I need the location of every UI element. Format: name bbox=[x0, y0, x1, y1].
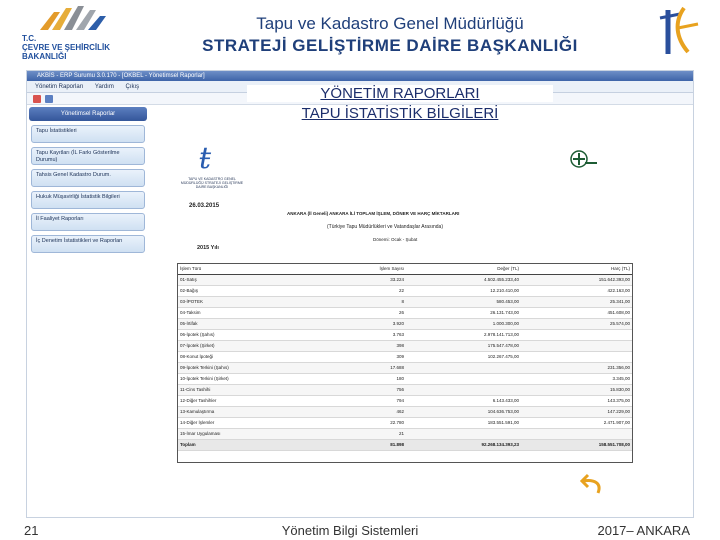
table-cell: 04-Taksim bbox=[177, 307, 357, 318]
table-cell: 33.224 bbox=[357, 274, 407, 285]
table-cell: 17.688 bbox=[357, 362, 407, 373]
toolbar-icon[interactable] bbox=[45, 95, 53, 103]
overlay-subtitle: TAPU İSTATİSTİK BİLGİLERİ bbox=[247, 105, 553, 122]
table-cell: 06-İpotek (Şahıs) bbox=[177, 329, 357, 340]
table-cell: 25.574,00 bbox=[522, 318, 633, 329]
table-cell: 08-Konut İpoteği bbox=[177, 351, 357, 362]
table-cell: 175.547.478,00 bbox=[407, 340, 522, 351]
table-cell: 11-Cins Tashihi bbox=[177, 384, 357, 395]
table-cell: 180 bbox=[357, 373, 407, 384]
sidebar-item-faaliyet[interactable]: İl Faaliyet Raporları bbox=[31, 213, 145, 231]
report-subtitle-2: (Türkiye Tapu Müdürlükleri ve Vatandaşlar Arasında) bbox=[327, 224, 443, 230]
table-cell: 14-Diğer İşlemler bbox=[177, 417, 357, 428]
table-cell: 92.268.134.393,23 bbox=[407, 439, 522, 450]
column-header: İşlem Türü bbox=[177, 263, 357, 274]
table-cell: 22.780 bbox=[357, 417, 407, 428]
table-cell: 81.898 bbox=[357, 439, 407, 450]
table-cell: 07-İpotek (Şirket) bbox=[177, 340, 357, 351]
org-line-3: BAKANLIĞI bbox=[22, 52, 67, 61]
org-line-1: T.C. bbox=[22, 34, 37, 43]
column-header: Harç (TL) bbox=[522, 263, 633, 274]
table-cell: 12.210.410,00 bbox=[407, 285, 522, 296]
table-cell: 1.000.300,00 bbox=[407, 318, 522, 329]
tkgm-logo-icon: ŧ bbox=[199, 141, 212, 176]
overlay-title: YÖNETİM RAPORLARI bbox=[247, 85, 553, 102]
tapu-logo-icon bbox=[569, 149, 599, 169]
table-cell: 756 bbox=[357, 384, 407, 395]
slide-title: Tapu ve Kadastro Genel Müdürlüğü bbox=[256, 14, 524, 33]
report-date: 26.03.2015 bbox=[189, 203, 220, 209]
report-period: Dönemi: Ocak - Şubat bbox=[373, 237, 418, 242]
table-cell: 422.163,00 bbox=[522, 285, 633, 296]
footer-right: 2017– ANKARA bbox=[597, 523, 690, 538]
table-cell: 13-Kamulaştırma bbox=[177, 406, 357, 417]
table-cell: 10-İpotek Terkini (Şirket) bbox=[177, 373, 357, 384]
report-logo bbox=[177, 141, 247, 211]
table-cell: 794 bbox=[357, 395, 407, 406]
report-year: 2015 Yılı bbox=[197, 245, 219, 251]
table-cell: 6.143.433,00 bbox=[407, 395, 522, 406]
back-arrow-icon[interactable] bbox=[580, 471, 606, 495]
table-cell: 26 bbox=[357, 307, 407, 318]
table-cell: 8 bbox=[357, 296, 407, 307]
menu-item-exit[interactable]: Çıkış bbox=[125, 84, 140, 90]
table-cell: 05-İrtifak bbox=[177, 318, 357, 329]
table-cell: 2.471.907,00 bbox=[522, 417, 633, 428]
sidebar-heading: Yönetimsel Raporlar bbox=[29, 107, 147, 121]
table-cell: 147.229,00 bbox=[522, 406, 633, 417]
table-cell: 462 bbox=[357, 406, 407, 417]
table-cell: 151.642.393,00 bbox=[522, 274, 633, 285]
table-cell: Toplam bbox=[177, 439, 357, 450]
menu-item-reports[interactable]: Yönetim Raporları bbox=[35, 84, 84, 90]
table-cell: 102.267.475,00 bbox=[407, 351, 522, 362]
report-subtitle: ANKARA (İl Geneli) ANKARA İLİ TOPLAM İŞLEM, DÖNER VE HARÇ MİKTARLARI bbox=[287, 211, 460, 216]
column-header: Değer (TL) bbox=[407, 263, 522, 274]
table-cell: 09-İpotek Terkini (Şahıs) bbox=[177, 362, 357, 373]
table-cell: 25.341,00 bbox=[522, 296, 633, 307]
window-titlebar: AKBİS - ERP Surumu 3.0.170 - [OKBEL - Yönetimsel Raporlar] bbox=[27, 71, 693, 81]
ministry-logo-icon bbox=[20, 4, 120, 34]
sidebar-item-hukuk[interactable]: Hukuk Müşavirliği İstatistik Bilgileri bbox=[31, 191, 145, 209]
table-cell: 03-İPOTEK bbox=[177, 296, 357, 307]
table-cell: 15-İmar Uygulaması bbox=[177, 428, 357, 439]
table-cell: 451.608,00 bbox=[522, 307, 633, 318]
app-window bbox=[26, 70, 694, 518]
table-cell: 4.502.455.233,40 bbox=[407, 274, 522, 285]
report-logo-caption: TAPU VE KADASTRO GENEL MÜDÜRLÜĞÜ STRATEJİ GELİŞTİRME DAİRE BAŞKANLIĞI bbox=[180, 177, 244, 189]
ministry-logo bbox=[20, 4, 120, 62]
table-cell: 3.345,00 bbox=[522, 373, 633, 384]
sidebar-item-ic-denetim[interactable]: İç Denetim İstatistikleri ve Raporları bbox=[31, 235, 145, 253]
table-cell: 231.356,00 bbox=[522, 362, 633, 373]
table-cell: 01-Satış bbox=[177, 274, 357, 285]
table-cell: 158.551.708,00 bbox=[522, 439, 633, 450]
toolbar-icon[interactable] bbox=[33, 95, 41, 103]
table-cell: 183.551.591,00 bbox=[407, 417, 522, 428]
slide-subtitle: STRATEJİ GELİŞTİRME DAİRE BAŞKANLIĞI bbox=[202, 36, 578, 55]
table-cell: 143.375,00 bbox=[522, 395, 633, 406]
org-line-2: ÇEVRE VE ŞEHİRCİLİK bbox=[22, 43, 111, 52]
table-cell: 02-Bağış bbox=[177, 285, 357, 296]
page-number: 21 bbox=[24, 523, 39, 538]
column-header: İşlem Sayısı bbox=[357, 263, 407, 274]
table-cell: 398 bbox=[357, 340, 407, 351]
table-cell: 21 bbox=[357, 428, 407, 439]
table-cell: 3.763 bbox=[357, 329, 407, 340]
sidebar-item-tapu-istatistikleri[interactable]: Tapu İstatistikleri bbox=[31, 125, 145, 143]
table-cell: 26.131.743,00 bbox=[407, 307, 522, 318]
menu-item-help[interactable]: Yardım bbox=[94, 84, 114, 90]
table-cell: 22 bbox=[357, 285, 407, 296]
sidebar bbox=[29, 107, 147, 307]
table-cell: 580.453,00 bbox=[407, 296, 522, 307]
table-cell: 3.920 bbox=[357, 318, 407, 329]
sidebar-item-tahsis[interactable]: Tahsis Genel Kadastro Durum. bbox=[31, 169, 145, 187]
table-cell: 104.636.753,00 bbox=[407, 406, 522, 417]
table-cell: 15.830,00 bbox=[522, 384, 633, 395]
sidebar-item-tapu-kayitlari[interactable]: Tapu Kayıtları (İL Farkı Gösterilme Durumu) bbox=[31, 147, 145, 165]
table-cell: 12-Diğer Tashihler bbox=[177, 395, 357, 406]
report-area bbox=[177, 141, 637, 513]
table-cell: 2.978.141.713,00 bbox=[407, 329, 522, 340]
tkgm-logo-icon bbox=[654, 2, 704, 60]
footer-center: Yönetim Bilgi Sistemleri bbox=[281, 523, 419, 538]
table-border bbox=[177, 263, 633, 463]
table-cell: 309 bbox=[357, 351, 407, 362]
